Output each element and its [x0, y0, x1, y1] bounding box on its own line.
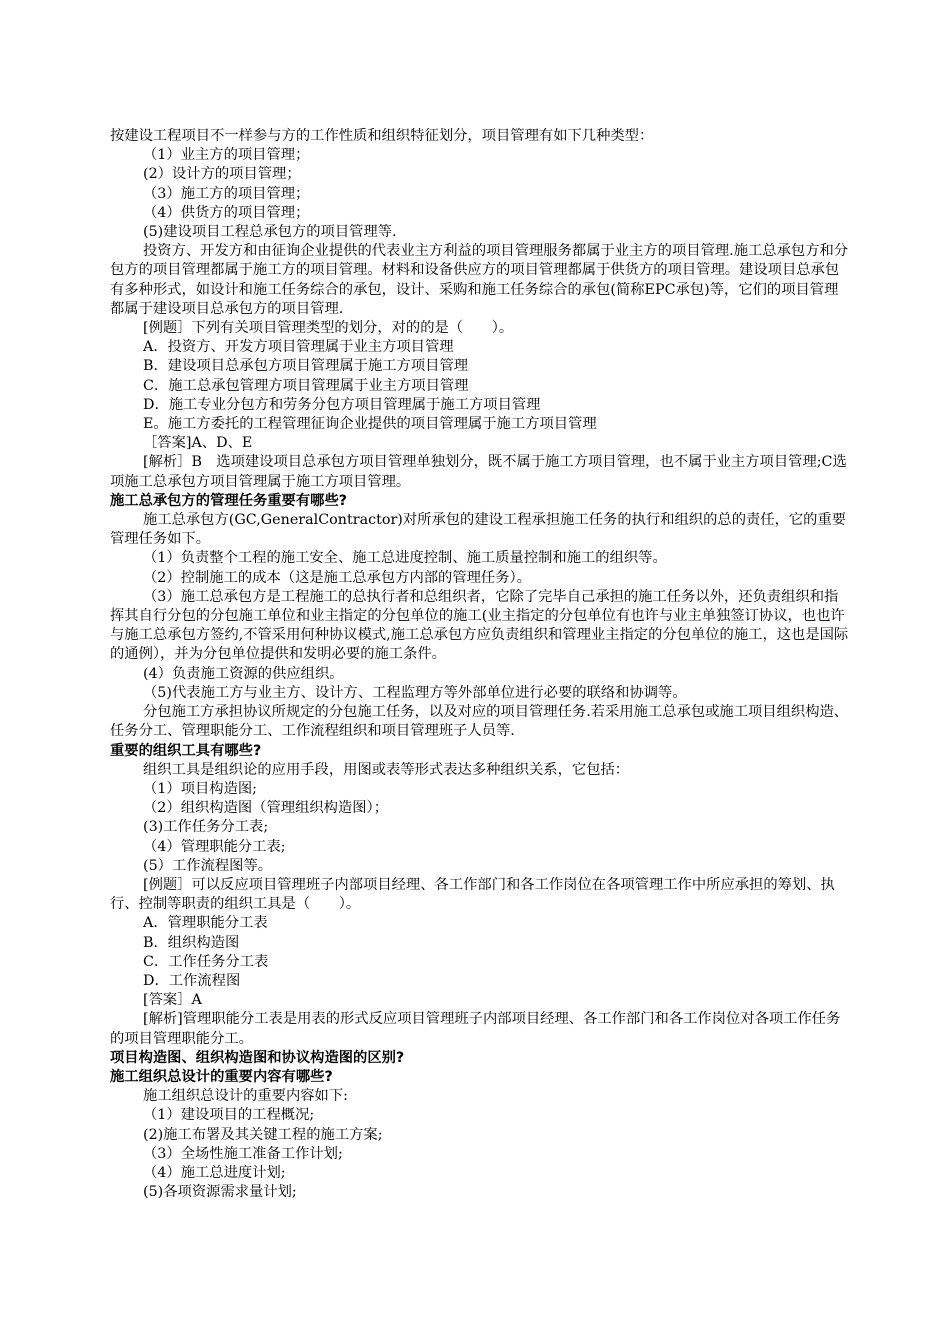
example-question: [例题］下列有关项目管理类型的划分，对的的是（ ）。 — [143, 320, 514, 337]
list-item: （4）施工总进度计划; — [143, 1164, 286, 1181]
body-paragraph: 分包施工方承担协议所规定的分包施工任务，以及对应的项目管理任务.若采用施工总承包或施工项目组织构造、任务分工、管理职能分工、工作流程组织和项目管理班子人员等. — [110, 704, 849, 740]
answer-line: [答案］A — [143, 992, 202, 1009]
section-heading: 施工组织总设计的重要内容有哪些? — [110, 1068, 333, 1085]
list-item: （3）施工总承包方是工程施工的总执行者和总组织者，它除了完毕自己承担的施工任务以外，还负责组织和指挥其自行分包的分包施工单位和业主指定的分包单位的施工(业主指定的分包单位有也许与业主单独签订协议，也也许与施工总承包方签约,不管采用何种协议模式,施工总承包方应负责组织和管理业主指定的分包单位的施工，这也是国际的通例），并为分包单位提供和发明必要的施工条件。 — [110, 588, 849, 663]
option-item: B．组织构造图 — [143, 934, 240, 951]
list-item: （1）项目构造图; — [143, 780, 257, 797]
list-item: （1）建设项目的工程概况; — [143, 1107, 315, 1124]
list-item: (5）工作流程图等。 — [143, 857, 273, 874]
list-item: （1）负责整个工程的施工安全、施工总进度控制、施工质量控制和施工的组织等。 — [143, 550, 667, 567]
document-page — [110, 127, 852, 1202]
list-item: (3)工作任务分工表; — [143, 819, 269, 836]
list-item: （4）管理职能分工表; — [143, 838, 286, 855]
option-item: D．工作流程图 — [143, 972, 241, 989]
option-item: C．工作任务分工表 — [143, 953, 269, 970]
list-item: (2）设计方的项目管理； — [143, 166, 301, 183]
list-item: （3）施工方的项目管理； — [143, 185, 310, 202]
option-item: C．施工总承包管理方项目管理属于业主方项目管理 — [143, 377, 469, 394]
list-item: （3）全场性施工准备工作计划; — [143, 1145, 343, 1162]
list-item: （4）供货方的项目管理； — [143, 204, 310, 221]
example-question: [例题］可以反应项目管理班子内部项目经理、各工作部门和各工作岗位在各项管理工作中所应承担的筹划、执行、控制等职责的组织工具是（ ）。 — [110, 876, 835, 913]
list-item: （5)代表施工方与业主方、设计方、工程监理方等外部单位进行必要的联络和协调等。 — [143, 684, 687, 701]
list-item: （2）控制施工的成本（这是施工总承包方内部的管理任务）。 — [143, 569, 531, 586]
answer-line: ［答案]A、D、E — [143, 435, 253, 452]
list-item: (5)各项资源需求量计划; — [143, 1184, 297, 1201]
explanation-paragraph: [解析］B 选项建设项目总承包方项目管理单独划分，既不属于施工方项目管理，也不属于业主方项目管理;C选项施工总承包方项目管理属于施工方项目管理。 — [110, 454, 847, 490]
body-paragraph: 施工组织总设计的重要内容如下: — [143, 1088, 348, 1105]
explanation-paragraph: [解析]管理职能分工表是用表的形式反应项目管理班子内部项目经理、各工作部门和各工作岗位对各项工作任务的项目管理职能分工。 — [110, 1011, 841, 1047]
option-item: E。施工方委托的工程管理征询企业提供的项目管理属于施工方项目管理 — [143, 416, 597, 433]
option-item: A．管理职能分工表 — [143, 915, 268, 932]
section-heading: 施工总承包方的管理任务重要有哪些? — [110, 492, 348, 509]
section-heading: 重要的组织工具有哪些? — [110, 742, 262, 759]
option-item: D．施工专业分包方和劳务分包方项目管理属于施工方项目管理 — [143, 396, 541, 413]
body-paragraph: 施工总承包方(GC,GeneralContractor)对所承包的建设工程承担施工任务的执行和组织的总的责任，它的重要管理任务如下。 — [110, 512, 847, 548]
option-item: B．建设项目总承包方项目管理属于施工方项目管理 — [143, 358, 469, 375]
list-item: (2)施工布署及其关键工程的施工方案; — [143, 1126, 383, 1143]
body-paragraph: 组织工具是组织论的应用手段，用图或表等形式表达多种组织关系，它包括： — [143, 761, 630, 778]
option-item: A．投资方、开发方项目管理属于业主方项目管理 — [143, 339, 454, 356]
list-item: （1）业主方的项目管理； — [143, 147, 310, 164]
list-item: (4）负责施工资源的供应组织。 — [143, 665, 344, 682]
list-item: (5)建设项目工程总承包方的项目管理等. — [143, 224, 397, 241]
body-paragraph: 投资方、开发方和由征询企业提供的代表业主方利益的项目管理服务都属于业主方的项目管理.施工总承包方和分包方的项目管理都属于施工方的项目管理。材料和设备供应方的项目管理都属于供货方的项目管理。建设项目总承包有多种形式，如设计和施工任务综合的承包，设计、采购和施工任务综合的承包(简称EPC承包)等，它们的项目管理都属于建设项目总承包方的项目管理. — [110, 243, 849, 317]
intro-paragraph: 按建设工程项目不一样参与方的工作性质和组织特征划分，项目管理有如下几种类型： — [110, 128, 654, 144]
list-item: （2）组织构造图（管理组织构造图）； — [143, 800, 388, 817]
section-heading: 项目构造图、组织构造图和协议构造图的区别? — [110, 1049, 405, 1066]
